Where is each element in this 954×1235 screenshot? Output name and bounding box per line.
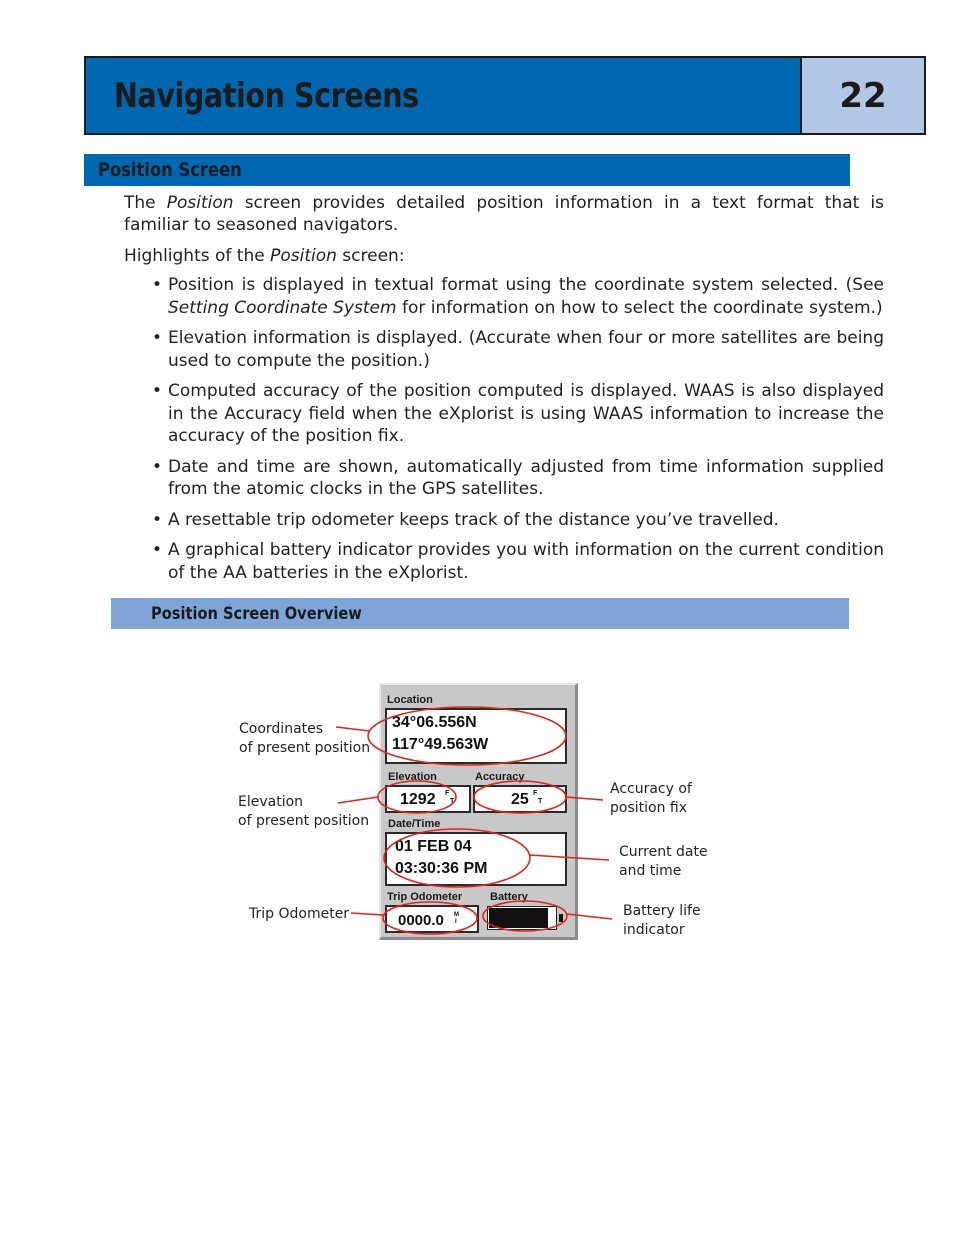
highlights-text-a: Highlights of the <box>124 246 271 266</box>
callout-odometer-line1: Trip Odometer <box>249 906 350 922</box>
callout-coordinates-line1: Coordinates <box>239 721 324 737</box>
coordinates-leader <box>336 727 370 731</box>
list-item-text: Computed accuracy of the position computed is displayed. WAAS is also displayed in the Accuracy field when the eXplorist is using WAAS information to increase the accuracy of the position fix. <box>168 381 884 446</box>
intro-text-em: Position <box>166 193 234 213</box>
intro-text-a: The <box>124 193 167 213</box>
callout-datetime-line1: Current date <box>619 844 708 860</box>
page-number: 22 <box>839 75 887 116</box>
chapter-title: Navigation Screens <box>114 75 419 116</box>
callout-battery-line1: Battery life <box>623 903 701 919</box>
odometer-value: 0000.0 <box>398 912 444 929</box>
datetime-ellipse <box>384 829 530 887</box>
longitude-value: 117°49.563W <box>392 736 489 753</box>
accuracy-ellipse <box>474 781 566 813</box>
odometer-unit-top: M <box>454 912 459 918</box>
odometer-label: Trip Odometer <box>387 891 463 903</box>
subsection-title: Position Screen Overview <box>151 603 362 624</box>
accuracy-leader <box>566 797 603 800</box>
section-title: Position Screen <box>98 159 242 181</box>
elevation-value: 1292 <box>400 791 436 808</box>
accuracy-unit-bottom: T <box>538 798 543 805</box>
odometer-leader <box>351 913 383 915</box>
coordinates-ellipse <box>368 707 566 765</box>
list-item-em: Setting Coordinate System <box>168 297 397 318</box>
callout-coordinates-line2: of present position <box>239 740 371 756</box>
callout-elevation-line2: of present position <box>238 813 370 829</box>
list-item-text: Position is displayed in textual format using the coordinate system selected. (See <box>168 275 884 295</box>
datetime-label: Date/Time <box>388 818 441 830</box>
callout-datetime-line2: and time <box>619 863 682 879</box>
callout-elevation-line1: Elevation <box>238 794 304 810</box>
highlights-text-em: Position <box>270 246 337 266</box>
elevation-label: Elevation <box>388 771 437 783</box>
list-item-text: Elevation information is displayed. (Accurate when four or more satellites are being used to compute the position.) <box>168 328 884 371</box>
date-value: 01 FEB 04 <box>395 838 472 855</box>
accuracy-value: 25 <box>511 791 529 808</box>
battery-ellipse <box>483 901 567 931</box>
location-label: Location <box>387 694 433 706</box>
list-item-text: Date and time are shown, automatically adjusted from time information supplied from the atomic clocks in the GPS satellites. <box>168 456 884 499</box>
list-item-text: A graphical battery indicator provides you with information on the current condition of the AA batteries in the eXplorist. <box>168 540 884 583</box>
list-item-text: A resettable trip odometer keeps track of the distance you’ve travelled. <box>168 509 779 530</box>
callout-accuracy-line2: position fix <box>610 800 688 816</box>
odometer-unit-bottom: I <box>455 919 457 925</box>
callout-battery-line2: indicator <box>623 922 685 938</box>
latitude-value: 34°06.556N <box>392 714 477 731</box>
datetime-leader <box>529 855 609 860</box>
highlights-text-b: screen: <box>336 246 405 266</box>
intro-text-b: screen provides detailed position information in a text format that is familiar to seasoned navigators. <box>124 193 885 235</box>
elevation-unit-bottom: T <box>450 798 455 805</box>
battery-label: Battery <box>490 891 528 903</box>
battery-leader <box>567 914 612 919</box>
elevation-leader <box>338 797 378 803</box>
elevation-unit-top: F <box>445 790 450 797</box>
accuracy-unit-top: F <box>533 790 538 797</box>
accuracy-label: Accuracy <box>475 771 525 783</box>
time-value: 03:30:36 PM <box>395 860 488 877</box>
odometer-ellipse <box>383 902 477 934</box>
list-item-text-b: for information on how to select the coordinate system.) <box>396 297 883 318</box>
elevation-ellipse <box>378 781 456 813</box>
callout-accuracy-line1: Accuracy of <box>610 781 692 797</box>
